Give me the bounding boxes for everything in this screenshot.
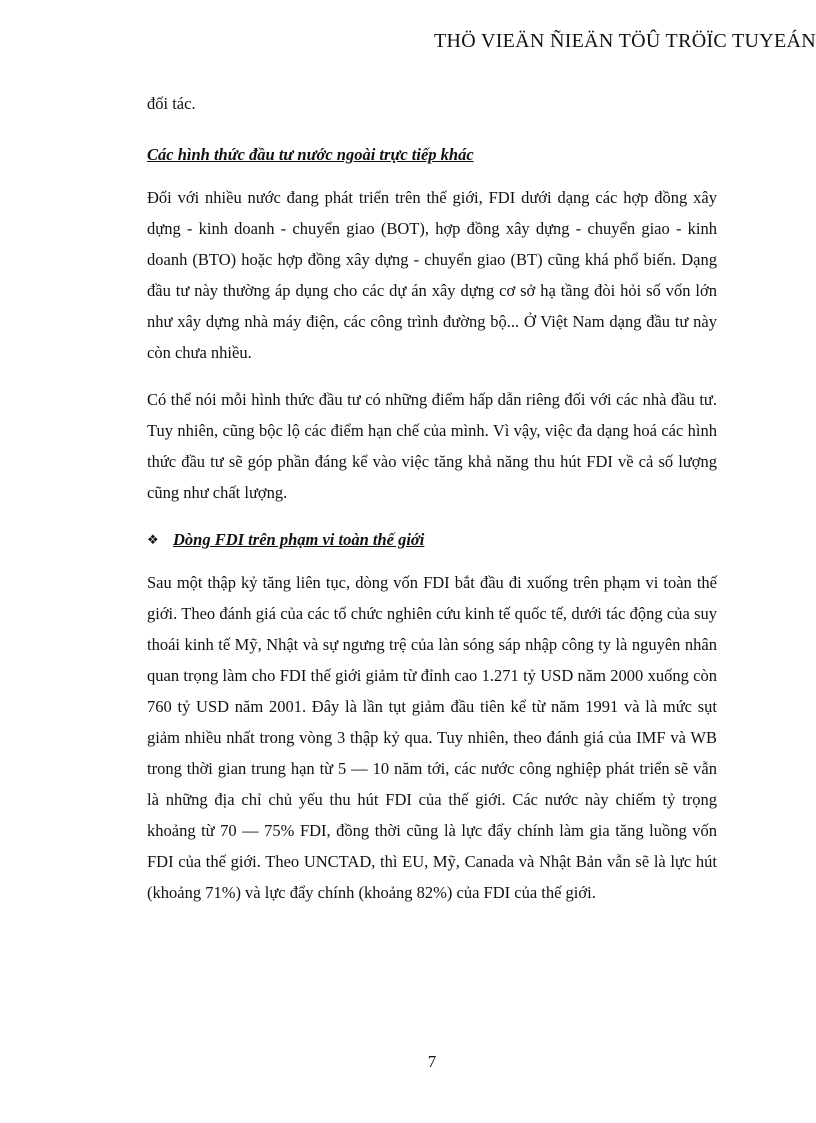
bullet-heading [147,524,717,555]
paragraph-bot-forms: Đối với nhiều nước đang phát triển trên thế giới, FDI dưới dạng các hợp đồng xây dựng - kinh doanh - chuyển giao (BOT), hợp đồng xây dựng - chuyển giao - kinh doanh (BTO) hoặc hợp đồng xây dựng - chuyển giao (BT) cũng khá phổ biến. Dạng đầu tư này thường áp dụng cho các dự án xây dựng cơ sở hạ tầng đòi hỏi số vốn lớn như xây dựng nhà máy điện, các công trình đường bộ... Ở Việt Nam dạng đầu tư này còn chưa nhiều. [147,188,717,362]
paragraph-investment-diversity: Có thể nói mỗi hình thức đầu tư có những điểm hấp dẫn riêng đối với các nhà đầu tư. Tuy nhiên, cũng bộc lộ các điểm hạn chế của mình. Vì vậy, việc đa dạng hoá các hình thức đầu tư sẽ góp phần đáng kể vào việc tăng khả năng thu hút FDI về cả số lượng cũng như chất lượng. [147,390,717,502]
section-heading: Các hình thức đầu tư nước ngoài trực tiếp khác [147,145,474,164]
page-header: THÖ VIEÄN ÑIEÄN TÖÛ TRÖÏC TUYEÁN [434,30,816,52]
diamond-bullet-icon: ❖ [147,532,159,547]
page-number: 7 [427,1052,437,1071]
bullet-heading-text: Dòng FDI trên phạm vi toàn thế giới [173,530,425,549]
paragraph-global-fdi: Sau một thập kỷ tăng liên tục, dòng vốn FDI bắt đầu đi xuống trên phạm vi toàn thế giới. Theo đánh giá của các tổ chức nghiên cứu kinh tế quốc tế, dưới tác động của suy thoái kinh tế Mỹ, Nhật và sự ngưng trệ của làn sóng sáp nhập công ty là nguyên nhân quan trọng làm cho FDI thế giới giảm từ đỉnh cao 1.271 tỷ USD năm 2000 xuống còn 760 tỷ USD năm 2001. Đây là lần tụt giảm đầu tiên kể từ năm 1991 và là mức sụt giảm nhiều nhất trong vòng 3 thập kỷ qua. Tuy nhiên, theo đánh giá của IMF và WB trong thời gian trung hạn từ 5 — 10 năm tới, các nước công nghiệp phát triển sẽ vẫn là những địa chỉ chủ yếu thu hút FDI của thế giới. Các nước này chiếm tỷ trọng khoảng từ 70 — 75% FDI, đồng thời cũng là lực đẩy chính làm gia tăng luồng vốn FDI của thế giới. Theo UNCTAD, thì EU, Mỹ, Canada và Nhật Bản vẫn sẽ là lực hút (khoảng 71%) và lực đẩy chính (khoảng 82%) của FDI của thế giới. [147,573,717,902]
intro-fragment: đối tác. [147,94,196,113]
document-body [147,88,717,924]
